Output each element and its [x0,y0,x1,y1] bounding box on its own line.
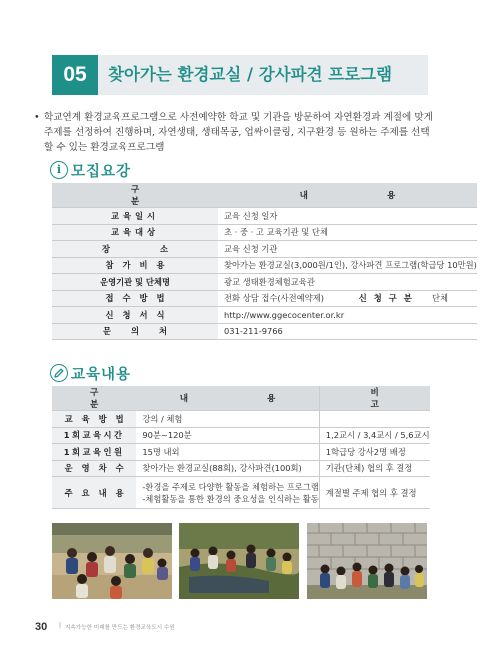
photo-children-pond [179,523,299,599]
page-title: 찾아가는 환경교실 / 강사파견 프로그램 [108,65,393,84]
table-header-row [52,183,477,208]
table-row [52,241,477,258]
row-value [136,477,319,509]
row-label: 주요내용 [52,477,136,509]
table-row [52,444,430,461]
pencil-icon [50,364,68,382]
table-row [52,427,430,444]
header-content: 내 용 [218,183,477,208]
table-row [52,257,477,274]
row-value: 031-211-9766 [218,323,477,340]
row-label-secondary: 신청구분 [352,290,426,307]
row-value: 찾아가는 환경교실(3,000원/1인), 강사파견 프로그램(학급당 10만원) [218,257,477,274]
intro-text: 학교연계 환경교육프로그램으로 사전예약한 학교 및 기관을 방문하여 자연환경과 계절에 맞게 주제를 선정하여 진행하며, 자연생태, 생태목공, 업싸이클링, 지구환경 등 원하는 주제를 선택할 수 있는 환경교육프로그램 [44,112,433,153]
row-note: 1학급당 강사2명 배정 [319,444,429,461]
row-note: 계절별 주제 협의 후 결정 [319,477,429,509]
row-label: 문의처 [52,323,218,340]
row-label: 참가비용 [52,257,218,274]
recruit-section-header [50,160,131,180]
website-link[interactable]: http://www.ggecocenter.or.kr [218,307,477,324]
title-bar [52,55,428,95]
row-note: 1,2교시 / 3,4교시 / 5,6교시 [319,427,429,444]
row-label: 운영기관 및 단체명 [52,274,218,291]
intro-paragraph [34,110,434,155]
row-label: 1회교육인원 [52,444,136,461]
section-number: 05 [52,55,98,95]
row-label: 운영차수 [52,460,136,477]
header-note: 비 고 [319,386,429,411]
row-label: 장소 [52,241,218,258]
row-value: 90분~120분 [136,427,319,444]
row-value-secondary: 단체 [426,290,477,307]
footer-separator: | [59,622,62,629]
table-row [52,290,477,307]
education-table [52,386,430,509]
row-value: 15명 내외 [136,444,319,461]
row-label: 신청서식 [52,307,218,324]
row-label: 1회교육시간 [52,427,136,444]
recruit-table [52,183,477,340]
table-row [52,460,430,477]
row-note [319,411,429,428]
row-value: 찾아가는 환경교실(88회), 강사파견(100회) [136,460,319,477]
row-label: 접수방법 [52,290,218,307]
table-row [52,323,477,340]
header-category: 구 분 [52,183,218,208]
row-note: 기관(단체) 협의 후 결정 [319,460,429,477]
table-row [52,208,477,225]
header-content: 내 용 [136,386,319,411]
row-value: 교육 신청 기관 [218,241,477,258]
table-row [52,224,477,241]
info-icon: i [50,161,68,179]
photo-children-outdoor [52,523,172,599]
table-row [52,274,477,291]
recruit-section-title: 모집요강 [71,163,132,180]
row-value: 광교 생태환경체험교육관 [218,274,477,291]
table-header-row [52,386,430,411]
education-section-header [50,363,131,383]
education-section-title: 교육내용 [71,366,132,383]
row-value-line: -환경을 주제로 다양한 활동을 체험하는 프로그램 [142,481,319,492]
row-label: 교육방법 [52,411,136,428]
row-value: 전화 상담 접수(사전예약제) [218,290,352,307]
table-row [52,411,430,428]
row-value-line: -체험활동을 통한 환경의 중요성을 인식하는 활동 [142,493,319,504]
row-value: 초 · 중 · 고 교육기관 및 단체 [218,224,477,241]
page-number: 30 [35,621,48,633]
row-label: 교육일시 [52,208,218,225]
row-value: 교육 신청 일자 [218,208,477,225]
bullet-icon: • [34,112,40,123]
row-value: 강의 / 체험 [136,411,319,428]
row-label: 교육대상 [52,224,218,241]
header-category: 구 분 [52,386,136,411]
table-row [52,307,477,324]
footer-text: 지속가능한 미래를 만드는 환경교육도시 수원 [65,625,175,631]
photo-children-wall [307,523,427,599]
table-row [52,477,430,509]
